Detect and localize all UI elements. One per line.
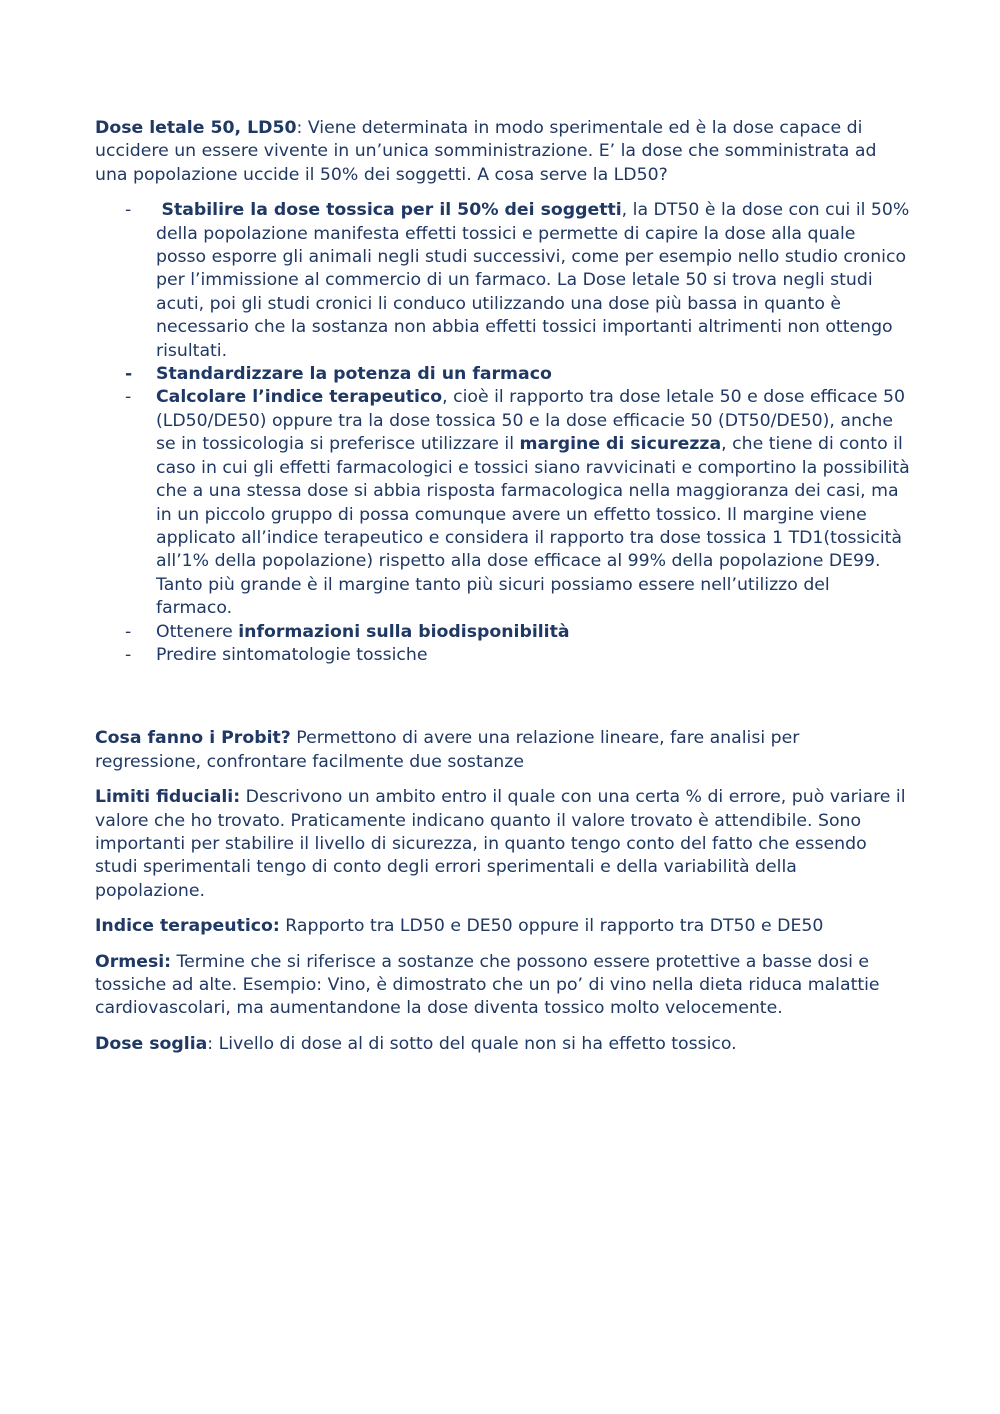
paragraph-ormesi <box>95 951 910 1021</box>
soglia-definition: : Livello di dose al di sotto del quale non si ha effetto tossico. <box>207 1033 737 1054</box>
list-item <box>95 621 910 644</box>
dash-marker: - <box>125 387 132 408</box>
term-ld50: Dose letale 50, LD50 <box>95 118 297 138</box>
bullet-bold: Calcolare l’indice terapeutico <box>156 387 443 408</box>
ormesi-definition: Termine che si riferisce a sostanze che possono essere protettive a basse dosi e tossiche ad alte. Esempio: Vino, è dimostrato che un po’ di vino nella dieta riduca malattie cardiovascolari, ma aumentandone la dose diventa tossico molto velocemente. <box>95 951 880 1019</box>
term-limiti-fiduciali: Limiti fiduciali: <box>95 787 241 808</box>
bullet-text: , la DT50 è la dose con cui il 50% della popolazione manifesta effetti tossici e permette di capire la dose alla quale posso esporre gli animali negli studi successivi, come per esempio nello studio cronico per l’immissione al commercio di un farmaco. La Dose letale 50 si trova negli studi acuti, poi gli studi cronici li conduco utilizzando una dose più bassa in quanto è necessario che la sostanza non abbia effetti tossici importanti altrimenti non ottengo risultati. <box>156 200 910 361</box>
ld50-definition: : Viene determinata in modo sperimentale ed è la dose capace di uccidere un essere vivente in un’unica somministrazione. E’ la dose che somministrata ad una popolazione uccide il 50% dei soggetti. A cosa serve la LD50? <box>95 118 877 185</box>
dash-marker: - <box>125 364 133 385</box>
indice-definition: Rapporto tra LD50 e DE50 oppure il rapporto tra DT50 e DE50 <box>279 916 824 937</box>
spacer <box>95 667 910 727</box>
term-probit: Cosa fanno i Probit? <box>95 728 291 749</box>
bullet-text: , cioè il rapporto tra dose letale 50 e dose efficace 50 (LD50/DE50) oppure tra la dose tossica 50 e la dose efficacie 50 (DT50/DE50), anche se in tossicologia si preferisce utilizzare il <box>156 387 906 455</box>
dash-marker: - <box>125 621 132 642</box>
paragraph-dose-soglia <box>95 1033 910 1056</box>
paragraph-probit <box>95 727 910 774</box>
limiti-definition: Descrivono un ambito entro il quale con una certa % di errore, può variare il valore che ho trovato. Praticamente indicano quanto il valore trovato è attendibile. Sono importanti per stabilire il livello di sicurezza, in quanto tengo conto del fatto che essendo studi sperimentali tengo di conto degli errori sperimentali e della variabilità della popolazione. <box>95 787 906 901</box>
term-dose-soglia: Dose soglia <box>95 1033 208 1054</box>
paragraph-ld50 <box>95 117 910 187</box>
list-item <box>95 363 910 386</box>
paragraph-limiti-fiduciali <box>95 786 910 903</box>
bullet-bold: Standardizzare la potenza di un farmaco <box>156 364 552 385</box>
bullet-text: Ottenere <box>156 621 239 642</box>
bullet-bold: informazioni sulla biodisponibilità <box>238 621 570 642</box>
bullet-text-continued: , che tiene di conto il caso in cui gli effetti farmacologici e tossici siano ravvicinati e comportino la possibilità che a una stessa dose si abbia risposta farmacologica nella maggioranza dei casi, ma in un piccolo gruppo di possa comunque avere un effetto tossico. Il margine viene applicato all’indice terapeutico e considera il rapporto tra dose tossica 1 TD1(tossicità all’1% della popolazione) rispetto alla dose efficace al 99% della popolazione DE99. Tanto più grande è il margine tanto più sicuri possiamo essere nell’utilizzo del farmaco. <box>156 434 910 619</box>
list-item <box>95 386 910 620</box>
document-page <box>95 117 910 1068</box>
term-ormesi: Ormesi: <box>95 951 172 972</box>
paragraph-indice-terapeutico <box>95 915 910 938</box>
list-item <box>95 644 910 667</box>
bullet-bold-margine: margine di sicurezza <box>519 434 722 455</box>
bullet-bold: Stabilire la dose tossica per il 50% dei soggetti <box>161 200 622 221</box>
dash-marker: - <box>125 200 132 221</box>
list-item <box>95 199 910 363</box>
bullet-text: Predire sintomatologie tossiche <box>156 644 428 665</box>
dash-marker: - <box>125 644 132 665</box>
probit-definition: Permettono di avere una relazione lineare, fare analisi per regressione, confrontare facilmente due sostanze <box>95 728 800 772</box>
term-indice-terapeutico: Indice terapeutico: <box>95 916 280 937</box>
ld50-uses-list <box>95 199 910 667</box>
